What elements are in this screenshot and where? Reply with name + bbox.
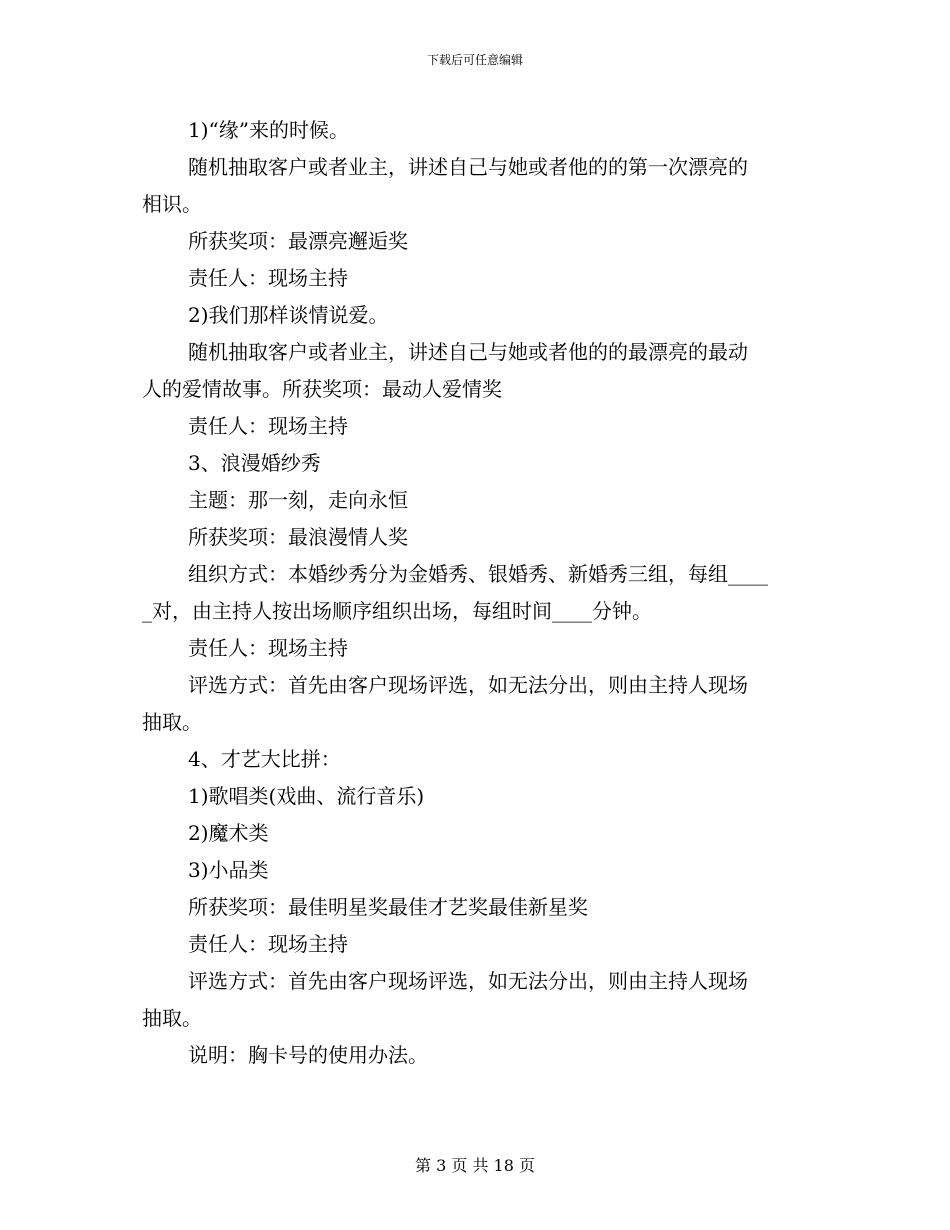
paragraph-line: 所获奖项：最漂亮邂逅奖 bbox=[188, 229, 408, 253]
page-footer: 第 3 页 共 18 页 bbox=[415, 1156, 535, 1175]
paragraph-line: 责任人：现场主持 bbox=[188, 932, 348, 956]
paragraph-line: 随机抽取客户或者业主，讲述自己与她或者他的的第一次漂亮的 bbox=[188, 155, 748, 179]
paragraph-line: 责任人：现场主持 bbox=[188, 266, 348, 290]
document-body bbox=[142, 112, 807, 1074]
paragraph-line: 1)“缘”来的时候。 bbox=[188, 118, 349, 142]
page-header: 下载后可任意编辑 bbox=[426, 53, 523, 67]
paragraph-line: 2)魔术类 bbox=[188, 821, 269, 845]
paragraph-line: 评选方式：首先由客户现场评选，如无法分出，则由主持人现场 bbox=[188, 673, 748, 697]
paragraph-line: 责任人：现场主持 bbox=[188, 414, 348, 438]
paragraph-line: 抽取。 bbox=[142, 710, 202, 734]
paragraph-line: 所获奖项：最浪漫情人奖 bbox=[188, 525, 408, 549]
paragraph-line: 1)歌唱类(戏曲、流行音乐) bbox=[188, 784, 425, 808]
paragraph-line: 相识。 bbox=[142, 192, 202, 216]
paragraph-line: 组织方式：本婚纱秀分为金婚秀、银婚秀、新婚秀三组，每组____ bbox=[188, 562, 768, 586]
paragraph-line: 抽取。 bbox=[142, 1006, 202, 1030]
paragraph-line: 3)小品类 bbox=[188, 858, 269, 882]
paragraph-line: 责任人：现场主持 bbox=[188, 636, 348, 660]
section-heading: 3、浪漫婚纱秀 bbox=[188, 451, 321, 475]
paragraph-line: 主题：那一刻，走向永恒 bbox=[188, 488, 408, 512]
paragraph-line: _对，由主持人按出场顺序组织出场，每组时间____分钟。 bbox=[142, 599, 652, 623]
section-heading: 4、才艺大比拼： bbox=[188, 747, 341, 771]
paragraph-line: 人的爱情故事。所获奖项：最动人爱情奖 bbox=[142, 377, 502, 401]
paragraph-line: 2)我们那样谈情说爱。 bbox=[188, 303, 389, 327]
paragraph-line: 所获奖项：最佳明星奖最佳才艺奖最佳新星奖 bbox=[188, 895, 588, 919]
paragraph-line: 随机抽取客户或者业主，讲述自己与她或者他的的最漂亮的最动 bbox=[188, 340, 748, 364]
paragraph-line: 评选方式：首先由客户现场评选，如无法分出，则由主持人现场 bbox=[188, 969, 748, 993]
paragraph-line: 说明：胸卡号的使用办法。 bbox=[188, 1043, 428, 1067]
